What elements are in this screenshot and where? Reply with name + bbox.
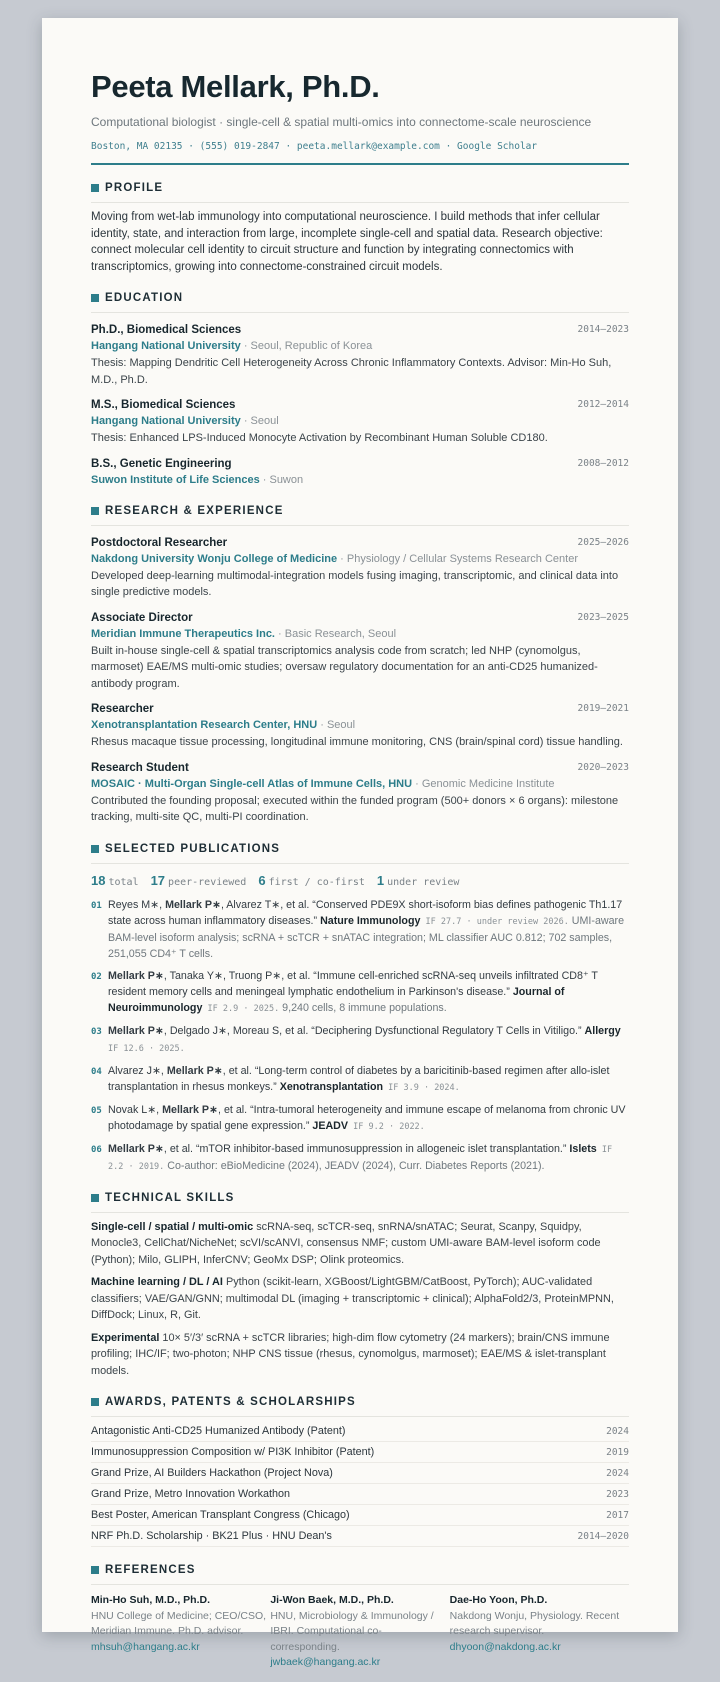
- reference-card: [270, 1593, 449, 1671]
- organization-name: Hangang National University: [91, 415, 241, 427]
- section-square-icon: [91, 184, 99, 192]
- skill-category: Single-cell / spatial / multi-omic: [91, 1220, 254, 1233]
- profile-text: Moving from wet-lab immunology into computational neuroscience. I build methods that infer cellular identity, state, and interaction from large, incomplete single-cell and spatial data. Research objective: connect molecular cell identity to circuit structure and function by integrating connectomics with transcriptomics, growing into connectome-constrained circuit models.: [91, 211, 603, 273]
- header-divider: [91, 163, 629, 165]
- citation-journal: Journal of Neuroimmunology: [108, 985, 565, 1014]
- entry-date: 2012–2014: [577, 399, 629, 410]
- entry-organization: [91, 413, 629, 429]
- section-square-icon: [91, 294, 99, 302]
- award-year: 2023: [606, 1488, 629, 1500]
- publication-item: [91, 968, 629, 1017]
- publication-citation: [108, 1102, 629, 1135]
- reference-name: Min-Ho Suh, M.D., Ph.D.: [91, 1594, 210, 1606]
- education-list: [91, 322, 629, 488]
- award-item: [91, 1526, 629, 1547]
- organization-name: Meridian Immune Therapeutics Inc.: [91, 627, 275, 640]
- organization-name: Hangang National University: [91, 340, 241, 352]
- resume-tagline: Computational biologist · single-cell & spatial multi-omics into connectome-scale neuroscience: [91, 115, 592, 129]
- publication-index: 01: [91, 900, 102, 911]
- citation-self-author: Mellark P∗: [162, 1103, 218, 1116]
- entry-title: Ph.D., Biomedical Sciences: [91, 324, 242, 336]
- organization-name: MOSAIC · Multi-Organ Single-cell Atlas of Immune Cells, HNU: [91, 777, 413, 790]
- references-section: [91, 1561, 629, 1671]
- publication-citation: [108, 1063, 629, 1096]
- entry-description: Rhesus macaque tissue processing, longitudinal immune monitoring, CNS (brain/spinal cord) tissue handling.: [91, 736, 623, 748]
- citation-self-author: Mellark P∗: [108, 969, 164, 982]
- stat-label: total: [108, 876, 139, 888]
- organization-location: · Seoul, Republic of Korea: [240, 340, 373, 352]
- entry-title: Postdoctoral Researcher: [91, 536, 228, 549]
- entry-organization: [91, 626, 629, 642]
- skill-item: [91, 1330, 629, 1380]
- award-item: [91, 1505, 629, 1526]
- publication-stats: [91, 873, 629, 891]
- skill-item: [91, 1274, 629, 1324]
- citation-self-author: Mellark P∗: [108, 1142, 164, 1155]
- citation-meta: IF 3.9 · 2024.: [383, 1082, 460, 1093]
- publication-list: [91, 897, 629, 1175]
- section-square-icon: [91, 1398, 99, 1406]
- citation-self-author: Mellark P∗: [108, 1024, 164, 1037]
- organization-name: Suwon Institute of Life Sciences: [91, 473, 260, 486]
- skill-category: Machine learning / DL / AI: [91, 1276, 223, 1288]
- experience-entry: [91, 701, 629, 751]
- award-label: Grand Prize, Metro Innovation Workathon: [91, 1488, 291, 1500]
- stat-number: 17: [150, 872, 166, 888]
- section-title: SELECTED PUBLICATIONS: [105, 842, 281, 855]
- publication-index: 04: [91, 1066, 102, 1077]
- citation-journal: Allergy: [584, 1024, 621, 1037]
- reference-card: [450, 1593, 629, 1671]
- citation-journal: Islets: [569, 1142, 597, 1155]
- reference-email-link[interactable]: dhyoon@nakdong.ac.kr: [449, 1640, 561, 1653]
- organization-location: · Seoul: [317, 719, 356, 731]
- entry-title: M.S., Biomedical Sciences: [91, 399, 236, 411]
- organization-location: · Basic Research, Seoul: [275, 627, 397, 640]
- entry-title: Associate Director: [91, 611, 193, 624]
- organization-name: Xenotransplantation Research Center, HNU: [91, 719, 318, 731]
- section-title: RESEARCH & EXPERIENCE: [105, 504, 284, 517]
- award-label: NRF Ph.D. Scholarship · BK21 Plus · HNU Dean's: [91, 1530, 332, 1542]
- award-year: 2019: [606, 1446, 629, 1458]
- entry-organization: [91, 776, 629, 792]
- citation-note: Co-author: eBioMedicine (2024), JEADV (2024), Curr. Diabetes Reports (2021).: [164, 1159, 545, 1172]
- award-item: [91, 1463, 629, 1484]
- citation-journal: Xenotransplantation: [279, 1080, 384, 1093]
- section-title: AWARDS, PATENTS & SCHOLARSHIPS: [105, 1396, 356, 1408]
- section-title: EDUCATION: [105, 292, 184, 304]
- entry-date: 2025–2026: [577, 536, 629, 548]
- citation-meta: IF 2.9 · 2025.: [202, 1003, 280, 1014]
- entry-description: Developed deep-learning multimodal-integration models fusing imaging, transcriptomic, and clinical data into single predictive models.: [91, 569, 619, 598]
- entry-description: Built in-house single-cell & spatial transcriptomics analysis code from scratch; led NHP (cynomolgus, marmoset) EAE/MS multi-omic studies; oversaw regulatory documentation for an anti-CD25 humanized-antibody program.: [91, 644, 598, 690]
- citation-title: , Delgado J∗, Moreau S, et al. “Deciphering Dysfunctional Regulatory T Cells in Vitiligo.”: [163, 1024, 585, 1037]
- section-square-icon: [91, 1566, 99, 1574]
- skill-category: Experimental: [91, 1331, 160, 1344]
- publication-item: [91, 1141, 629, 1175]
- stat-number: 1: [376, 872, 385, 888]
- experience-entry: [91, 610, 629, 693]
- citation-journal: Nature Immunology: [320, 914, 421, 927]
- award-label: Antagonistic Anti-CD25 Humanized Antibody (Patent): [91, 1425, 346, 1437]
- award-item: [91, 1484, 629, 1505]
- entry-date: 2014–2023: [577, 324, 629, 335]
- stat-number: 6: [258, 872, 266, 888]
- reference-card: [91, 1593, 270, 1671]
- entry-date: 2020–2023: [577, 761, 629, 773]
- entry-organization: [91, 551, 629, 567]
- stat-label: peer-reviewed: [168, 876, 247, 888]
- citation-authors-before: Reyes M∗,: [108, 898, 166, 911]
- award-label: Best Poster, American Transplant Congress (Chicago): [91, 1509, 350, 1521]
- entry-title: Research Student: [91, 761, 189, 774]
- publication-citation: [108, 897, 629, 962]
- entry-description: Thesis: Mapping Dendritic Cell Heterogeneity Across Chronic Inflammatory Contexts. Advisor: Min-Ho Suh, M.D., Ph.D.: [91, 357, 612, 386]
- research-section: [91, 502, 629, 826]
- profile-section: [91, 179, 629, 275]
- citation-note: 9,240 cells, 8 immune populations.: [279, 1001, 447, 1014]
- skill-details: 10× 5′/3′ scRNA + scTCR libraries; high-dim flow cytometry (24 markers); brain/CNS immune profiling; IHC/IF; two-photon; NHP CNS tissue (rhesus, cynomolgus, marmoset); EAE/MS & islet-transplant models.: [91, 1331, 610, 1377]
- reference-name: Dae-Ho Yoon, Ph.D.: [449, 1594, 548, 1606]
- entry-title: Researcher: [91, 703, 154, 715]
- resume-name: Peeta Mellark, Ph.D.: [91, 69, 380, 104]
- citation-meta: IF 2.2 · 2019.: [108, 1144, 613, 1172]
- section-heading: [91, 1561, 629, 1585]
- entry-date: 2019–2021: [577, 703, 629, 714]
- education-section: [91, 289, 629, 488]
- entry-description: Thesis: Enhanced LPS-Induced Monocyte Activation by Recombinant Human Soluble CD180.: [91, 432, 548, 444]
- publication-item: [91, 1102, 629, 1135]
- entry-date: 2023–2025: [577, 611, 629, 623]
- citation-journal: JEADV: [312, 1119, 349, 1132]
- publication-item: [91, 1063, 629, 1096]
- citation-authors-before: Novak L∗,: [108, 1103, 163, 1116]
- section-title: REFERENCES: [105, 1564, 196, 1576]
- organization-location: · Genomic Medicine Institute: [412, 777, 555, 790]
- reference-description: Nakdong Wonju, Physiology. Recent research supervisor.: [449, 1609, 620, 1637]
- award-year: 2024: [606, 1425, 629, 1437]
- section-heading: [91, 1393, 629, 1417]
- organization-name: Nakdong University Wonju College of Medicine: [91, 552, 338, 565]
- entry-organization: [91, 717, 629, 733]
- citation-meta: IF 9.2 · 2022.: [348, 1121, 425, 1132]
- experience-list: [91, 535, 629, 826]
- reference-name: Ji-Won Baek, M.D., Ph.D.: [270, 1594, 394, 1606]
- publication-item: [91, 897, 629, 962]
- section-square-icon: [91, 1194, 99, 1202]
- publication-item: [91, 1023, 629, 1057]
- section-heading: [91, 502, 629, 526]
- award-year: 2024: [606, 1467, 629, 1479]
- award-label: Immunosuppression Composition w/ PI3K Inhibitor (Patent): [91, 1446, 375, 1458]
- experience-entry: [91, 760, 629, 826]
- education-entry: [91, 456, 629, 488]
- award-label: Grand Prize, AI Builders Hackathon (Project Nova): [91, 1467, 333, 1479]
- reference-list: [91, 1593, 629, 1671]
- education-entry: [91, 322, 629, 388]
- citation-title: , Tanaka Y∗, Truong P∗, et al. “Immune cell-enriched scRNA-seq unveils infiltrated CD8⁺ T resident memory cells and meningeal lymphatic endothelium in Parkinson's disease.”: [108, 969, 598, 998]
- skill-list: [91, 1219, 629, 1380]
- organization-location: · Physiology / Cellular Systems Research Center: [337, 552, 578, 565]
- citation-title: , et al. “Intra-tumoral heterogeneity and immune escape of melanoma from chronic UV photodamage by spatial gene expression.”: [108, 1103, 626, 1132]
- entry-description: Contributed the founding proposal; executed within the funded program (500+ donors × 6 organs): milestone tracking, multi-site QC, multi-PI coordination.: [91, 794, 619, 823]
- publication-citation: [108, 1141, 629, 1175]
- publication-citation: [108, 1023, 629, 1057]
- citation-title: , Alvarez T∗, et al. “Conserved PDE9X short-isoform bias defines pathogenic Th1.17 state across human inflammatory diseases.”: [108, 898, 623, 927]
- skills-section: [91, 1189, 629, 1380]
- citation-meta: IF 12.6 · 2025.: [108, 1043, 185, 1054]
- citation-title: , et al. “mTOR inhibitor-based immunosuppression in allogeneic islet transplantation.”: [163, 1142, 570, 1155]
- skill-details: scRNA-seq, scTCR-seq, snRNA/snATAC; Seurat, Scanpy, Squidpy, Monocle3, CellChat/NicheNet; scVI/scANVI, consensus NMF; custom UMI-aware BAM-level isoform code (Python); Milo, GLIPH, InferCNV; GeoMx DSP; Olink proteomics.: [91, 1220, 601, 1266]
- education-entry: [91, 397, 629, 447]
- entry-organization: [91, 338, 629, 354]
- section-title: TECHNICAL SKILLS: [105, 1191, 235, 1204]
- publication-index: 03: [91, 1026, 102, 1037]
- award-list: [91, 1421, 629, 1547]
- reference-email-link[interactable]: mhsuh@hangang.ac.kr: [91, 1640, 200, 1653]
- reference-description: HNU, Microbiology & Immunology / IBRI. Computational co-corresponding.: [270, 1609, 434, 1653]
- stat-label: first / co-first: [268, 876, 365, 888]
- stat-label: under review: [387, 876, 460, 888]
- section-title: PROFILE: [105, 182, 164, 194]
- award-year: 2017: [606, 1509, 629, 1521]
- entry-date: 2008–2012: [577, 457, 629, 469]
- publication-index: 02: [91, 971, 102, 982]
- entry-organization: [91, 472, 629, 488]
- awards-section: [91, 1393, 629, 1547]
- section-heading: [91, 840, 629, 864]
- resume-page: [42, 18, 678, 1668]
- section-square-icon: [91, 845, 99, 853]
- citation-authors-before: Alvarez J∗,: [108, 1064, 167, 1077]
- stat-number: 18: [91, 872, 106, 888]
- publication-citation: [108, 968, 629, 1017]
- entry-title: B.S., Genetic Engineering: [91, 457, 232, 470]
- award-item: [91, 1421, 629, 1442]
- section-heading: [91, 1189, 629, 1213]
- organization-location: · Seoul: [240, 415, 279, 427]
- citation-note: UMI-aware BAM-level isoform analysis; scRNA + scTCR + snATAC integration; ML classifier AUC 0.812; 702 samples, 251,055 CD4⁺ T cells.: [108, 914, 625, 960]
- reference-email-link[interactable]: jwbaek@hangang.ac.kr: [270, 1656, 381, 1668]
- publication-index: 05: [91, 1105, 102, 1116]
- experience-entry: [91, 535, 629, 601]
- section-square-icon: [91, 507, 99, 515]
- citation-title: , et al. “Long-term control of diabetes by a baricitinib-based regimen after allo-islet transplantation in rhesus monkeys.”: [108, 1064, 610, 1093]
- award-item: [91, 1442, 629, 1463]
- citation-self-author: Mellark P∗: [165, 898, 221, 911]
- contact-line[interactable]: Boston, MA 02135 · (555) 019-2847 · peeta.mellark@example.com · Google Scholar: [91, 141, 538, 152]
- publications-section: [91, 840, 629, 1175]
- publication-index: 06: [91, 1144, 102, 1155]
- section-heading: [91, 289, 629, 313]
- award-year: 2014–2020: [577, 1530, 629, 1542]
- citation-meta: IF 27.7 · under review 2026.: [420, 916, 569, 927]
- citation-self-author: Mellark P∗: [166, 1064, 223, 1077]
- skill-details: Python (scikit-learn, XGBoost/LightGBM/CatBoost, PyTorch); AUC-validated classifiers; VAE/GAN/GNN; multimodal DL (imaging + transcriptomic + clinical); AlphaFold2/3, ProteinMPNN, DiffDock; Linux, R, Git.: [91, 1276, 614, 1321]
- skill-item: [91, 1219, 629, 1269]
- section-heading: [91, 179, 629, 203]
- reference-description: HNU College of Medicine; CEO/CSO, Meridian Immune. Ph.D. advisor.: [91, 1609, 267, 1637]
- organization-location: · Suwon: [259, 473, 304, 486]
